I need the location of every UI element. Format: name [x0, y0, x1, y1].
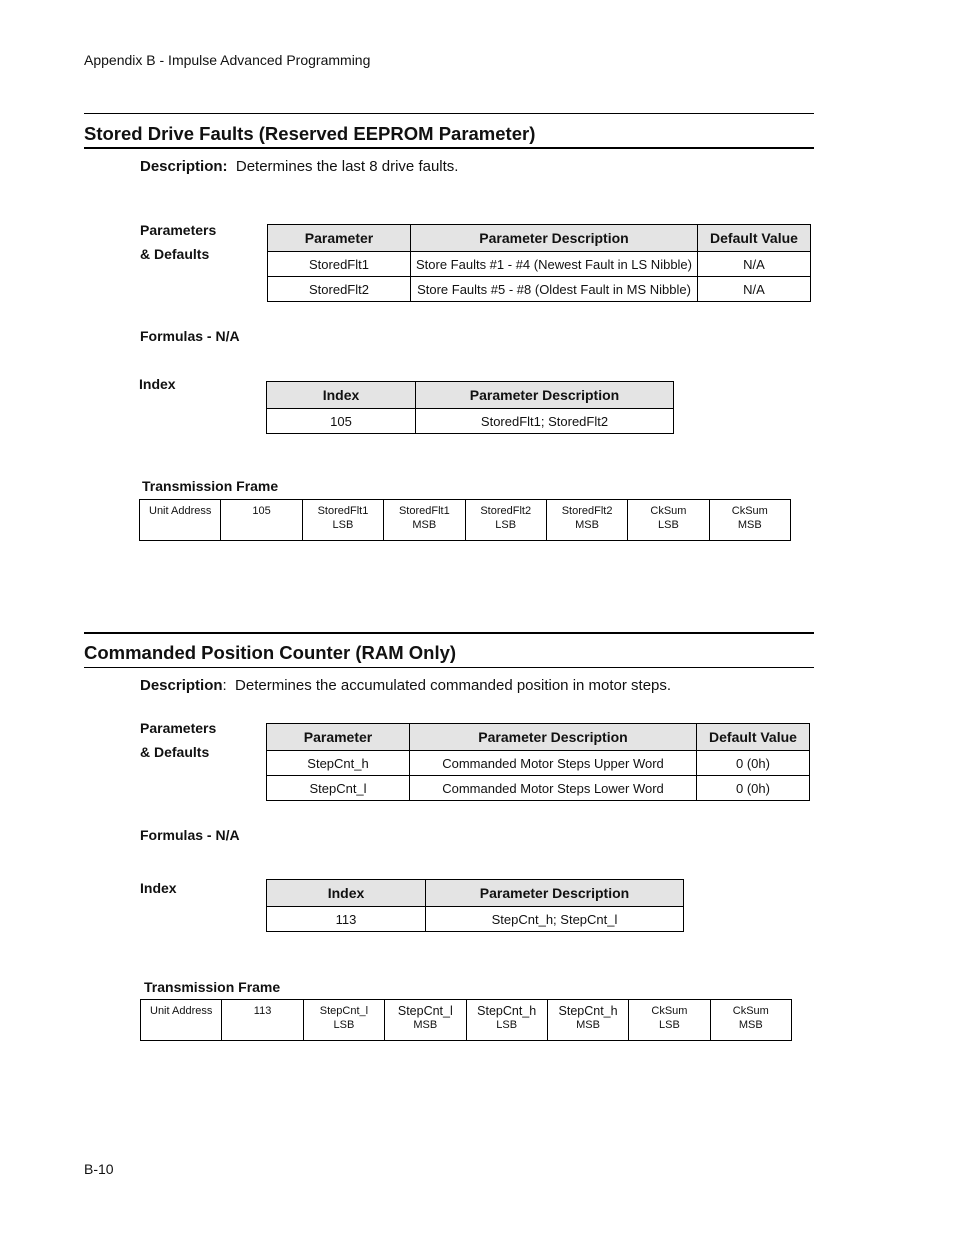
- section-top-rule: [84, 113, 814, 114]
- index-label: Index: [139, 376, 176, 392]
- params-defaults-label: [140, 218, 216, 266]
- header-description: Parameter Description: [410, 724, 697, 751]
- parameters-table: [267, 224, 811, 302]
- frame-cell: 105: [221, 500, 302, 541]
- table-header-row: [267, 724, 810, 751]
- frame-cell: StepCnt_h LSB: [466, 1000, 547, 1041]
- index-table: [266, 879, 684, 932]
- index-table: [266, 381, 674, 434]
- parameter-description: Commanded Motor Steps Lower Word: [410, 776, 697, 801]
- table-row: [267, 907, 684, 932]
- parameter-name: StoredFlt2: [268, 277, 411, 302]
- index-label: Index: [140, 880, 177, 896]
- section-title: Commanded Position Counter (RAM Only): [84, 642, 457, 663]
- params-label-line2: & Defaults: [140, 246, 210, 262]
- header-index: Index: [267, 382, 416, 409]
- frame-cell: Unit Address: [140, 500, 221, 541]
- frame-cell: CkSum MSB: [709, 500, 790, 541]
- frame-cell: StoredFlt2 LSB: [465, 500, 546, 541]
- frame-cell: StepCnt_h MSB: [547, 1000, 628, 1041]
- description-label: Description:: [140, 158, 228, 175]
- parameter-description: Store Faults #5 - #8 (Oldest Fault in MS Nibble): [411, 277, 698, 302]
- formulas-label: Formulas - N/A: [140, 827, 240, 843]
- frame-cell: StepCnt_l MSB: [385, 1000, 466, 1041]
- section-top-rule: [84, 632, 814, 634]
- header-parameter: Parameter: [268, 225, 411, 252]
- transmission-frame-table: [140, 999, 792, 1041]
- table-row: [267, 409, 674, 434]
- transmission-frame-table: [139, 499, 791, 541]
- parameter-default: N/A: [698, 252, 811, 277]
- page-header: Appendix B - Impulse Advanced Programming: [84, 52, 371, 68]
- section-title: Stored Drive Faults (Reserved EEPROM Parameter): [84, 123, 536, 144]
- transmission-frame-label: Transmission Frame: [144, 979, 281, 995]
- index-value: 113: [267, 907, 426, 932]
- transmission-frame-label: Transmission Frame: [142, 478, 279, 494]
- parameter-default: N/A: [698, 277, 811, 302]
- table-row: [268, 277, 811, 302]
- section-title-underline: [84, 147, 814, 149]
- formulas-label: Formulas - N/A: [140, 328, 240, 344]
- table-header-row: [268, 225, 811, 252]
- index-value: 105: [267, 409, 416, 434]
- table-row: [267, 751, 810, 776]
- section-description: [140, 677, 671, 694]
- header-index: Index: [267, 880, 426, 907]
- table-row: [267, 776, 810, 801]
- header-parameter: Parameter: [267, 724, 410, 751]
- index-description: StepCnt_h; StepCnt_l: [426, 907, 684, 932]
- frame-cell: CkSum MSB: [710, 1000, 791, 1041]
- frame-cell: CkSum LSB: [629, 1000, 710, 1041]
- frame-cell: Unit Address: [141, 1000, 222, 1041]
- params-label-line1: Parameters: [140, 720, 217, 736]
- header-default: Default Value: [697, 724, 810, 751]
- parameter-default: 0 (0h): [697, 751, 810, 776]
- header-default: Default Value: [698, 225, 811, 252]
- section-description: [140, 158, 458, 175]
- table-row: [268, 252, 811, 277]
- params-defaults-label: [140, 716, 216, 764]
- frame-row: [140, 500, 791, 541]
- section-title-underline: [84, 667, 814, 668]
- table-header-row: [267, 382, 674, 409]
- parameters-table: [266, 723, 810, 801]
- params-label-line1: Parameters: [140, 222, 217, 238]
- parameter-description: Store Faults #1 - #4 (Newest Fault in LS Nibble): [411, 252, 698, 277]
- frame-cell: StoredFlt1 MSB: [384, 500, 465, 541]
- parameter-default: 0 (0h): [697, 776, 810, 801]
- header-description: Parameter Description: [411, 225, 698, 252]
- parameter-name: StepCnt_h: [267, 751, 410, 776]
- index-description: StoredFlt1; StoredFlt2: [416, 409, 674, 434]
- parameter-name: StepCnt_l: [267, 776, 410, 801]
- frame-cell: StepCnt_l LSB: [303, 1000, 384, 1041]
- header-description: Parameter Description: [416, 382, 674, 409]
- parameter-name: StoredFlt1: [268, 252, 411, 277]
- params-label-line2: & Defaults: [140, 744, 210, 760]
- header-description: Parameter Description: [426, 880, 684, 907]
- description-label: Description: [140, 677, 223, 694]
- parameter-description: Commanded Motor Steps Upper Word: [410, 751, 697, 776]
- frame-cell: CkSum LSB: [628, 500, 709, 541]
- frame-cell: StoredFlt1 LSB: [302, 500, 383, 541]
- table-header-row: [267, 880, 684, 907]
- description-text: : Determines the accumulated commanded position in motor steps.: [222, 677, 672, 694]
- description-text: Determines the last 8 drive faults.: [235, 158, 459, 175]
- frame-cell: 113: [222, 1000, 303, 1041]
- page-number: B-10: [84, 1161, 114, 1177]
- frame-cell: StoredFlt2 MSB: [546, 500, 627, 541]
- frame-row: [141, 1000, 792, 1041]
